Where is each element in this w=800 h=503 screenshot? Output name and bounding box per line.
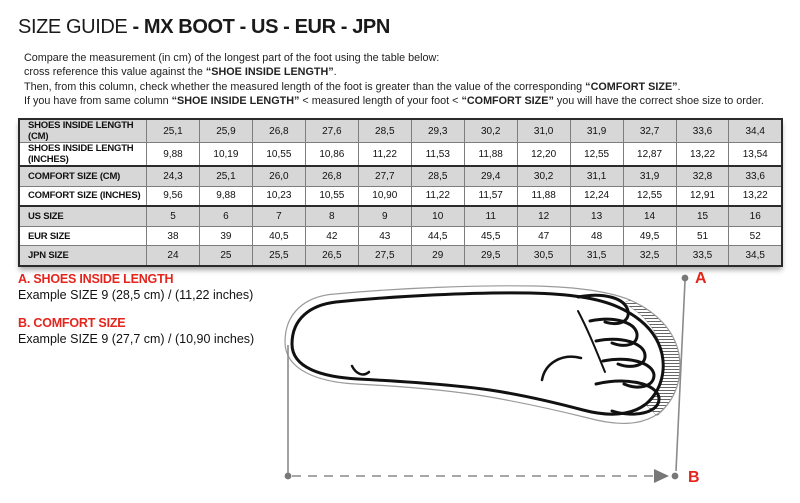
instructions-line: If you have from same column “SHOE INSIDE LENGTH” < measured length of your foot < “COMFORT SIZE” you will have the correct shoe size to order. [24,94,764,107]
row-label: US SIZE [19,206,147,226]
size-cell: 14 [623,206,676,226]
size-cell: 29,5 [464,246,517,266]
size-cell: 10,19 [199,143,252,167]
size-cell: 26,0 [252,166,305,186]
size-cell: 31,9 [570,119,623,143]
instructions-text [24,51,764,108]
size-table-body [19,119,782,266]
legend-b-example: Example SIZE 9 (27,7 cm) / (10,90 inches) [18,332,255,346]
row-label: JPN SIZE [19,246,147,266]
table-row [19,119,782,143]
size-cell: 13,22 [676,143,729,167]
row-label: SHOES INSIDE LENGTH (CM) [19,119,147,143]
size-cell: 12 [517,206,570,226]
size-cell: 33,6 [729,166,782,186]
size-cell: 32,8 [676,166,729,186]
size-cell: 11,22 [411,186,464,206]
size-cell: 47 [517,226,570,246]
size-cell: 25,9 [199,119,252,143]
size-cell: 15 [676,206,729,226]
size-cell: 9,56 [147,186,200,206]
size-cell: 12,20 [517,143,570,167]
size-cell: 13,54 [729,143,782,167]
size-cell: 29,3 [411,119,464,143]
size-cell: 31,1 [570,166,623,186]
size-cell: 26,5 [305,246,358,266]
size-cell: 26,8 [252,119,305,143]
size-cell: 9,88 [147,143,200,167]
size-cell: 51 [676,226,729,246]
size-cell: 33,6 [676,119,729,143]
size-table [18,118,783,267]
size-cell: 28,5 [358,119,411,143]
size-cell: 12,91 [676,186,729,206]
size-cell: 9,88 [199,186,252,206]
instructions-line: Compare the measurement (in cm) of the longest part of the foot using the table below: [24,52,440,64]
legend-a-title: A. SHOES INSIDE LENGTH [18,272,174,286]
instructions-line: cross reference this value against the “SHOE INSIDE LENGTH”. [24,66,337,79]
size-cell: 42 [305,226,358,246]
size-cell: 24,3 [147,166,200,186]
label-a: A [695,270,707,287]
size-cell: 29,4 [464,166,517,186]
row-label: EUR SIZE [19,226,147,246]
instructions-line: Then, from this column, check whether the measured length of the foot is greater than the value of the corresponding “COMFORT SIZE”. [24,80,681,93]
size-cell: 24 [147,246,200,266]
table-row [19,226,782,246]
size-cell: 25,1 [147,119,200,143]
size-cell: 25 [199,246,252,266]
size-cell: 31,5 [570,246,623,266]
size-cell: 30,2 [517,166,570,186]
size-cell: 7 [252,206,305,226]
dashed-arrowhead [654,469,669,483]
size-cell: 16 [729,206,782,226]
size-cell: 10,86 [305,143,358,167]
size-cell: 11,22 [358,143,411,167]
page-title [18,16,390,39]
size-cell: 29 [411,246,464,266]
legend-b [18,316,254,346]
size-cell: 13,22 [729,186,782,206]
size-cell: 10,90 [358,186,411,206]
size-cell: 31,9 [623,166,676,186]
size-cell: 13 [570,206,623,226]
size-cell: 27,7 [358,166,411,186]
size-cell: 52 [729,226,782,246]
row-label: COMFORT SIZE (CM) [19,166,147,186]
label-b: B [688,469,700,486]
size-cell: 30,2 [464,119,517,143]
size-cell: 6 [199,206,252,226]
size-cell: 5 [147,206,200,226]
size-cell: 31,0 [517,119,570,143]
size-cell: 30,5 [517,246,570,266]
size-cell: 25,1 [199,166,252,186]
size-cell: 49,5 [623,226,676,246]
page-title-bold: - MX BOOT - US - EUR - JPN [132,16,390,38]
size-cell: 25,5 [252,246,305,266]
table-row [19,166,782,186]
size-cell: 11,88 [517,186,570,206]
foot-outline [292,293,663,414]
b-dot [672,473,679,480]
size-cell: 10,23 [252,186,305,206]
legend-a-example: Example SIZE 9 (28,5 cm) / (11,22 inches) [18,288,254,302]
size-cell: 9 [358,206,411,226]
table-row [19,143,782,167]
size-cell: 12,24 [570,186,623,206]
size-cell: 26,8 [305,166,358,186]
size-cell: 33,5 [676,246,729,266]
table-row [19,246,782,266]
size-cell: 32,5 [623,246,676,266]
size-cell: 11,57 [464,186,517,206]
legend-b-title: B. COMFORT SIZE [18,316,126,330]
table-row [19,186,782,206]
size-cell: 40,5 [252,226,305,246]
page-title-prefix: SIZE GUIDE [18,16,133,38]
size-cell: 45,5 [464,226,517,246]
size-cell: 27,5 [358,246,411,266]
size-cell: 38 [147,226,200,246]
size-cell: 11,88 [464,143,517,167]
size-cell: 11 [464,206,517,226]
a-dot [682,275,689,282]
size-cell: 11,53 [411,143,464,167]
legend [18,272,254,346]
row-label: COMFORT SIZE (INCHES) [19,186,147,206]
size-cell: 34,4 [729,119,782,143]
size-cell: 32,7 [623,119,676,143]
size-cell: 28,5 [411,166,464,186]
size-cell: 12,55 [623,186,676,206]
size-cell: 10 [411,206,464,226]
size-cell: 27,6 [305,119,358,143]
legend-a [18,272,254,302]
table-row [19,206,782,226]
size-cell: 12,55 [570,143,623,167]
size-cell: 48 [570,226,623,246]
foot-diagram-svg [278,266,708,503]
size-cell: 10,55 [305,186,358,206]
row-label: SHOES INSIDE LENGTH (INCHES) [19,143,147,167]
size-cell: 8 [305,206,358,226]
size-cell: 43 [358,226,411,246]
heel-measure-dot [285,473,292,480]
foot-diagram [278,266,708,503]
size-cell: 34,5 [729,246,782,266]
size-cell: 44,5 [411,226,464,246]
size-cell: 10,55 [252,143,305,167]
size-cell: 39 [199,226,252,246]
size-cell: 12,87 [623,143,676,167]
